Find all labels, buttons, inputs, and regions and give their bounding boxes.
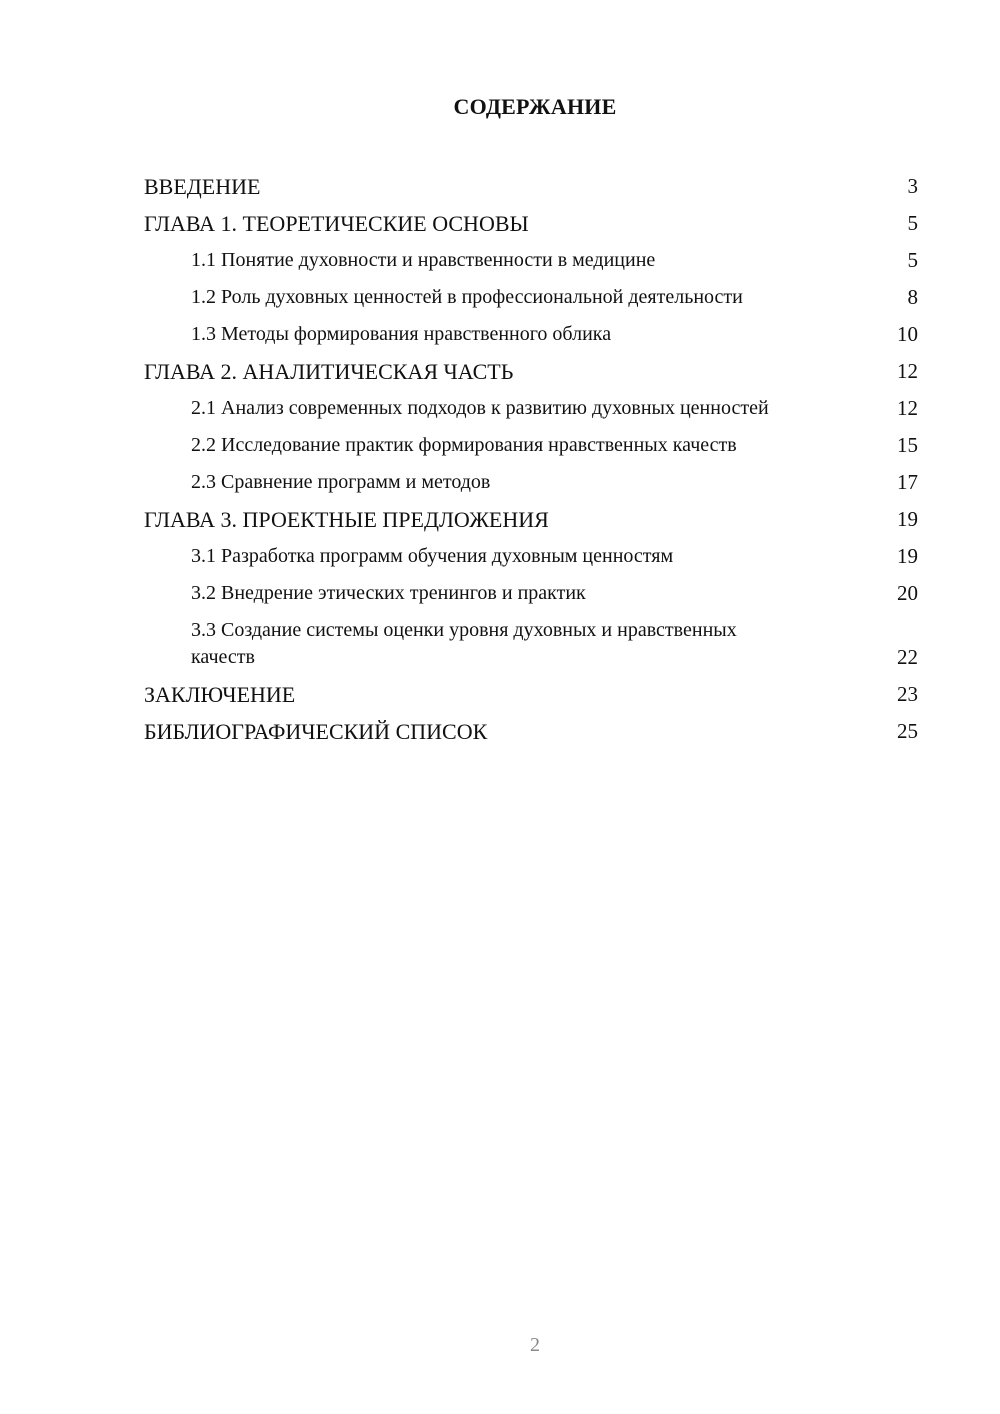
toc-entry-title: 3.3 Создание системы оценки уровня духовных и нравственных качеств <box>191 619 737 668</box>
toc-entry-title: 1.3 Методы формирования нравственного облика <box>191 323 612 345</box>
toc-entry-page: 23 <box>897 682 918 706</box>
toc-entry-title: ГЛАВА 1. ТЕОРЕТИЧЕСКИЕ ОСНОВЫ <box>144 211 529 236</box>
toc-entry-page: 5 <box>907 248 918 272</box>
toc-entry-title: 2.2 Исследование практик формирования нравственных качеств <box>191 434 737 456</box>
toc-section-entry[interactable] <box>144 242 918 279</box>
toc-entry-page: 10 <box>897 322 918 346</box>
toc-chapter-entry[interactable] <box>144 168 918 205</box>
toc-entry-page: 5 <box>907 211 918 235</box>
toc-chapter-entry[interactable] <box>144 501 918 538</box>
toc-entry-title: БИБЛИОГРАФИЧЕСКИЙ СПИСОК <box>144 719 488 744</box>
toc-entry-title: 3.2 Внедрение этических тренингов и практик <box>191 582 586 604</box>
toc-entry-title: 1.2 Роль духовных ценностей в профессиональной деятельности <box>191 286 743 308</box>
toc-entry-page: 25 <box>897 719 918 743</box>
toc-entry-page: 17 <box>897 470 918 494</box>
toc-section-entry[interactable] <box>144 316 918 353</box>
toc-entry-page: 15 <box>897 433 918 457</box>
toc-entry-title: 1.1 Понятие духовности и нравственности в медицине <box>191 249 656 271</box>
toc-entry-page: 22 <box>897 645 918 669</box>
toc-entry-title: ЗАКЛЮЧЕНИЕ <box>144 682 296 707</box>
toc-chapter-entry[interactable] <box>144 676 918 713</box>
toc-section-entry[interactable] <box>144 390 918 427</box>
toc-entry-title: 2.3 Сравнение программ и методов <box>191 471 491 493</box>
toc-section-entry[interactable] <box>144 464 918 501</box>
toc-entry-page: 8 <box>907 285 918 309</box>
toc-entry-page: 12 <box>897 396 918 420</box>
toc-entry-page: 20 <box>897 581 918 605</box>
toc-entry-title: 3.1 Разработка программ обучения духовным ценностям <box>191 545 674 567</box>
toc-section-entry[interactable] <box>144 612 918 676</box>
page-number: 2 <box>530 1334 540 1356</box>
toc-entry-page: 3 <box>907 174 918 198</box>
toc-chapter-entry[interactable] <box>144 353 918 390</box>
toc-section-entry[interactable] <box>144 427 918 464</box>
toc-entry-title: 2.1 Анализ современных подходов к развитию духовных ценностей <box>191 397 769 419</box>
toc-entry-title: ГЛАВА 2. АНАЛИТИЧЕСКАЯ ЧАСТЬ <box>144 359 514 384</box>
table-of-contents <box>144 168 918 750</box>
page-title: СОДЕРЖАНИЕ <box>453 94 617 119</box>
toc-section-entry[interactable] <box>144 575 918 612</box>
toc-entry-page: 12 <box>897 359 918 383</box>
toc-section-entry[interactable] <box>144 279 918 316</box>
toc-entry-title: ВВЕДЕНИЕ <box>144 174 261 199</box>
toc-chapter-entry[interactable] <box>144 713 918 750</box>
toc-section-entry[interactable] <box>144 538 918 575</box>
toc-entry-page: 19 <box>897 507 918 531</box>
toc-chapter-entry[interactable] <box>144 205 918 242</box>
toc-entry-title: ГЛАВА 3. ПРОЕКТНЫЕ ПРЕДЛОЖЕНИЯ <box>144 507 549 532</box>
toc-entry-page: 19 <box>897 544 918 568</box>
